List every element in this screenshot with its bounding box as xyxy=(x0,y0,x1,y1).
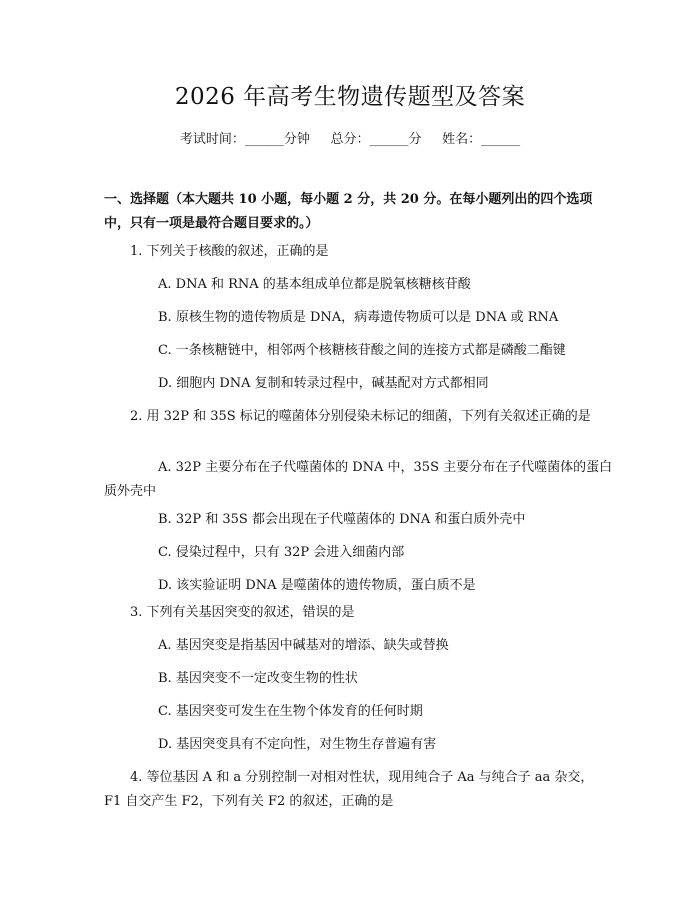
question-2-option-b: B. 32P 和 35S 都会出现在子代噬菌体的 DNA 和蛋白质外壳中 xyxy=(158,512,526,527)
question-2-option-d: D. 该实验证明 DNA 是噬菌体的遗传物质，蛋白质不是 xyxy=(158,578,476,593)
question-1-option-a: A. DNA 和 RNA 的基本组成单位都是脱氧核糖核苷酸 xyxy=(158,277,471,292)
question-2-stem: 2. 用 32P 和 35S 标记的噬菌体分别侵染未标记的细菌，下列有关叙述正确的是 xyxy=(130,409,591,424)
document-title: 2026 年高考生物遗传题型及答案 xyxy=(174,84,526,110)
question-1-stem: 1. 下列关于核酸的叙述，正确的是 xyxy=(130,244,329,259)
question-2-option-c: C. 侵染过程中，只有 32P 会进入细菌内部 xyxy=(158,545,405,560)
question-2-option-a: A. 32P 主要分布在子代噬菌体的 DNA 中，35S 主要分布在子代噬菌体的蛋白质外壳中 xyxy=(104,460,613,499)
question-1-option-c: C. 一条核糖链中，相邻两个核糖核苷酸之间的连接方式都是磷酸二酯键 xyxy=(158,343,566,358)
question-4-stem: 4. 等位基因 A 和 a 分别控制一对相对性状，现用纯合子 Aa 与纯合子 aa 杂交，F1 自交产生 F2，下列有关 F2 的叙述，正确的是 xyxy=(104,770,594,809)
question-3-option-d: D. 基因突变具有不定向性，对生物生存普遍有害 xyxy=(158,737,437,752)
question-3-option-b: B. 基因突变不一定改变生物的性状 xyxy=(158,671,358,686)
question-3-option-a: A. 基因突变是指基因中碱基对的增添、缺失或替换 xyxy=(158,638,449,653)
section-heading: 一、选择题（本大题共 10 小题，每小题 2 分，共 20 分。在每小题列出的四个选项中，只有一项是最符合题目要求的。） xyxy=(104,192,593,231)
question-1-option-b: B. 原核生物的遗传物质是 DNA，病毒遗传物质可以是 DNA 或 RNA xyxy=(158,310,559,325)
question-3-stem: 3. 下列有关基因突变的叙述，错误的是 xyxy=(130,605,355,620)
question-1-option-d: D. 细胞内 DNA 复制和转录过程中，碱基配对方式都相同 xyxy=(158,376,489,391)
exam-info-line: 考试时间：______分钟 总分：______分 姓名：______ xyxy=(179,132,521,147)
question-3-option-c: C. 基因突变可发生在生物个体发育的任何时期 xyxy=(158,704,423,719)
